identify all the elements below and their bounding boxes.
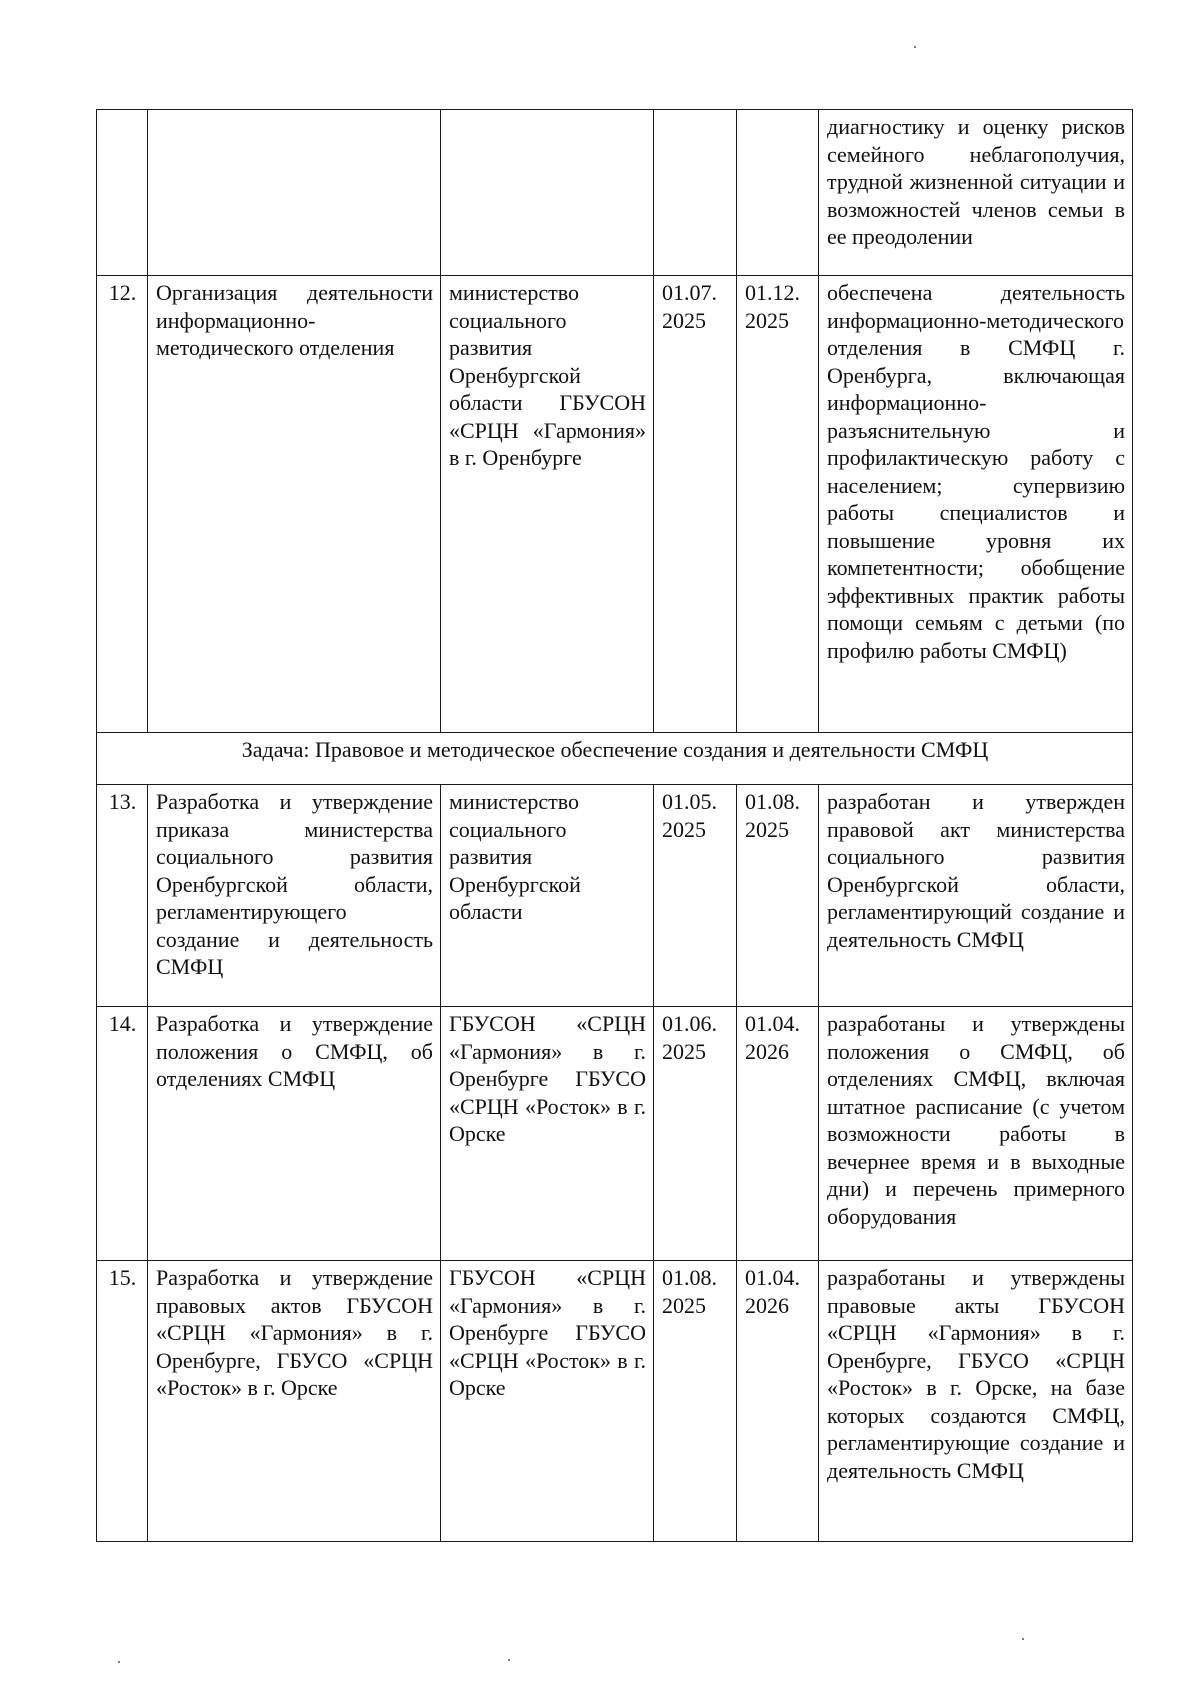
start-date-cell: 01.08. 2025	[654, 1261, 737, 1542]
start-date-cell: 01.07. 2025	[654, 276, 737, 733]
row-number-cell	[97, 110, 148, 276]
task-heading: Задача: Правовое и методическое обеспечение создания и деятельности СМФЦ	[97, 733, 1133, 785]
executor-cell	[441, 110, 654, 276]
task-row	[97, 733, 1133, 785]
executor-cell: министерство социального развития Оренбургской области ГБУСОН «СРЦН «Гармония» в г. Оренбурге	[441, 276, 654, 733]
result-cell: разработаны и утверждены положения о СМФЦ, об отделениях СМФЦ, включая штатное расписание (с учетом возможности работы в вечернее время и в выходные дни) и перечень примерного оборудования	[819, 1007, 1133, 1261]
activity-cell: Организация деятельности информационно-методического отделения	[148, 276, 441, 733]
row-number-cell: 13.	[97, 785, 148, 1007]
end-date-cell: 01.04. 2026	[737, 1007, 819, 1261]
end-date-cell: 01.12. 2025	[737, 276, 819, 733]
table-row	[97, 1261, 1133, 1542]
activity-cell: Разработка и утверждение правовых актов ГБУСОН «СРЦН «Гармония» в г. Оренбурге, ГБУСО «СРЦН «Росток» в г. Орске	[148, 1261, 441, 1542]
end-date-cell: 01.08. 2025	[737, 785, 819, 1007]
executor-cell: ГБУСОН «СРЦН «Гармония» в г. Оренбурге ГБУСО «СРЦН «Росток» в г. Орске	[441, 1261, 654, 1542]
scan-speck	[914, 46, 916, 48]
row-number-cell: 12.	[97, 276, 148, 733]
result-cell: обеспечена деятельность информационно-методического отделения в СМФЦ г. Оренбурга, включающая информационно-разъяснительную и профилактическую работу с населением; супервизию работы специалистов и повышение уровня их компетентности; обобщение эффективных практик работы помощи семьям с детьми (по профилю работы СМФЦ)	[819, 276, 1133, 733]
table-row	[97, 276, 1133, 733]
activity-cell	[148, 110, 441, 276]
start-date-cell: 01.05. 2025	[654, 785, 737, 1007]
result-cell: разработаны и утверждены правовые акты ГБУСОН «СРЦН «Гармония» в г. Оренбурге, ГБУСО «СРЦН «Росток» в г. Орске, на базе которых создаются СМФЦ, регламентирующие создание и деятельность СМФЦ	[819, 1261, 1133, 1542]
plan-table-body	[97, 110, 1133, 1542]
activity-cell: Разработка и утверждение положения о СМФЦ, об отделениях СМФЦ	[148, 1007, 441, 1261]
activity-cell: Разработка и утверждение приказа министерства социального развития Оренбургской области, регламентирующего создание и деятельность СМФЦ	[148, 785, 441, 1007]
end-date-cell	[737, 110, 819, 276]
table-row	[97, 1007, 1133, 1261]
executor-cell: ГБУСОН «СРЦН «Гармония» в г. Оренбурге ГБУСО «СРЦН «Росток» в г. Орске	[441, 1007, 654, 1261]
scan-speck	[118, 1661, 120, 1663]
scan-speck	[1022, 1638, 1024, 1640]
row-number-cell: 14.	[97, 1007, 148, 1261]
plan-table	[96, 109, 1133, 1542]
start-date-cell	[654, 110, 737, 276]
result-cell: разработан и утвержден правовой акт министерства социального развития Оренбургской области, регламентирующий создание и деятельность СМФЦ	[819, 785, 1133, 1007]
executor-cell: министерство социального развития Оренбургской области	[441, 785, 654, 1007]
table-row	[97, 785, 1133, 1007]
start-date-cell: 01.06. 2025	[654, 1007, 737, 1261]
result-cell: диагностику и оценку рисков семейного неблагополучия, трудной жизненной ситуации и возможностей членов семьи в ее преодолении	[819, 110, 1133, 276]
scan-speck	[508, 1659, 510, 1661]
row-number-cell: 15.	[97, 1261, 148, 1542]
table-row	[97, 110, 1133, 276]
end-date-cell: 01.04. 2026	[737, 1261, 819, 1542]
